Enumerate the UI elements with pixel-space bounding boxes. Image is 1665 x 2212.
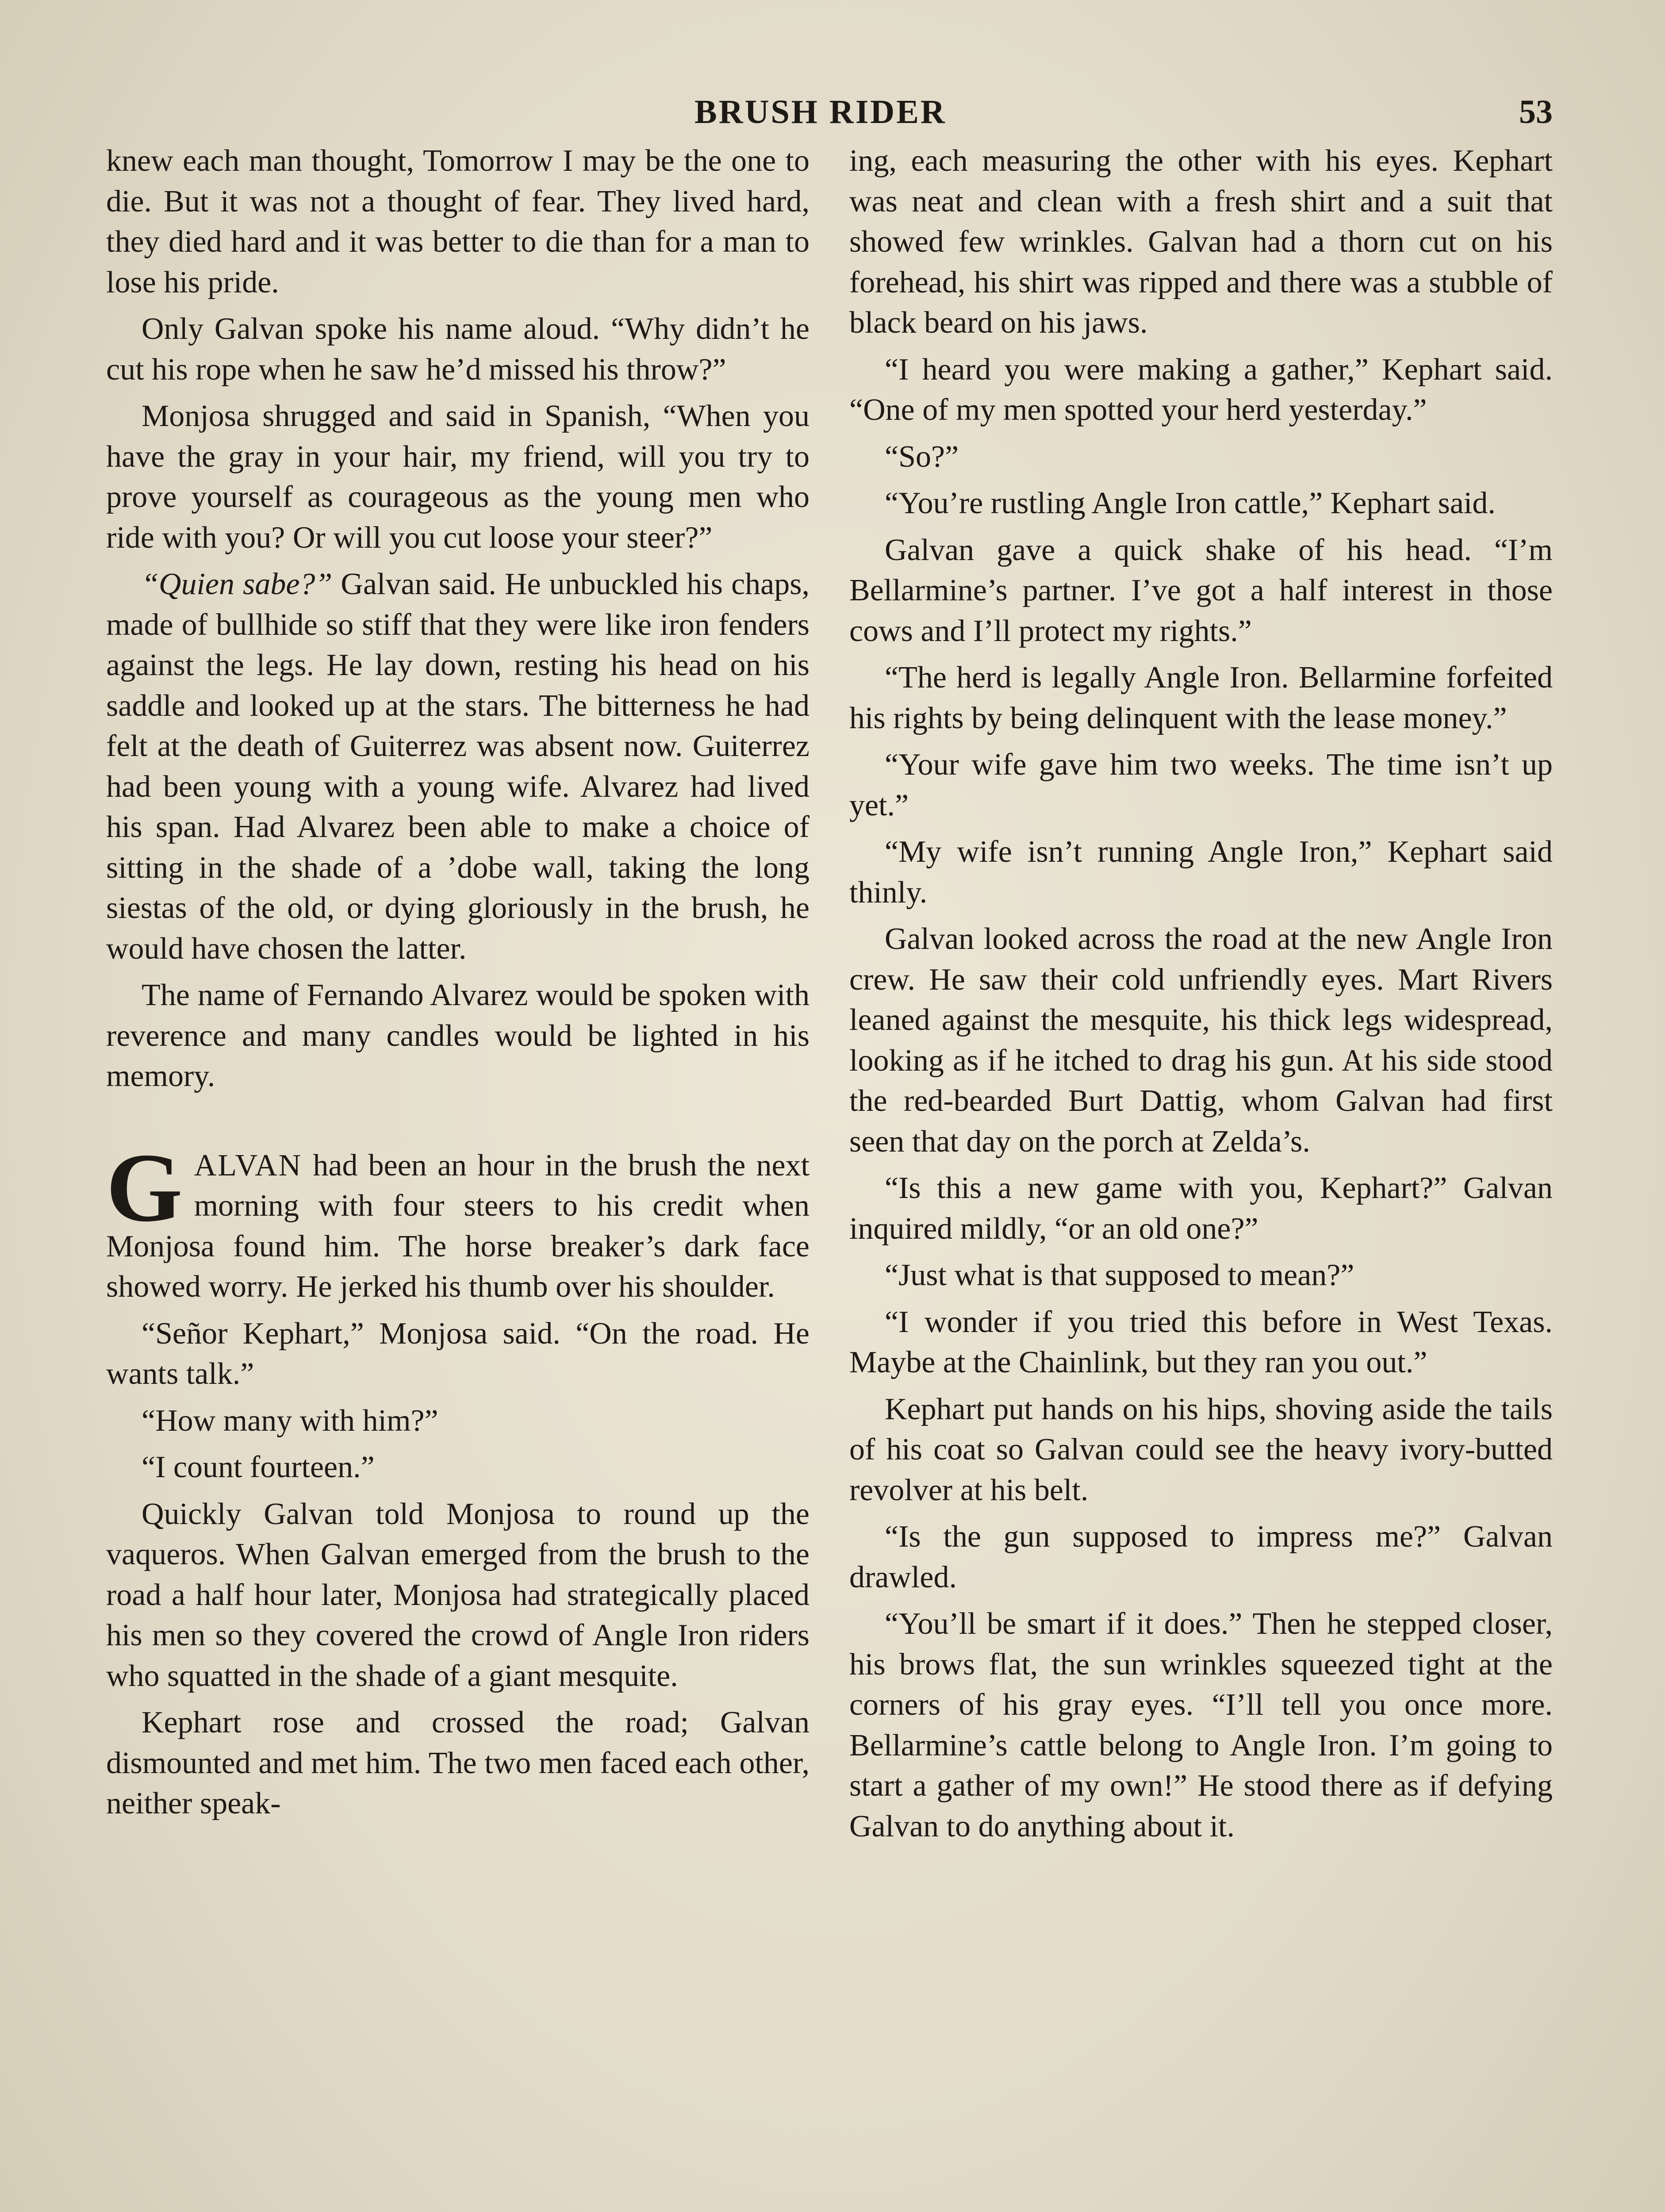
paragraph: “I count fourteen.” <box>142 1450 375 1484</box>
paragraph: knew each man thought, Tomorrow I may be the one to die. But it was not a thought of fear. They lived hard, they died hard and it was better to die than for a man to lose his pride. <box>106 144 809 300</box>
italic-phrase: “Quien sabe?” <box>142 567 333 601</box>
paragraph: Quickly Galvan told Monjosa to round up the vaqueros. When Galvan emerged from the brush to the road a half hour later, Monjosa had strategically placed his men so they covered the crowd of Angle Iron riders who squatted in the shade of a giant mesquite. <box>106 1497 809 1693</box>
drop-cap: G <box>106 1133 183 1242</box>
paragraph: “The herd is legally Angle Iron. Bellarmine forfeited his rights by being delinquent with the lease money.” <box>849 661 1553 735</box>
paragraph: Monjosa shrugged and said in Spanish, “When you have the gray in your hair, my friend, will you try to prove yourself as courageous as the young men who ride with you? Or will you cut loose your steer?” <box>106 399 809 555</box>
paragraph-text: Galvan said. He unbuckled his chaps, made of bullhide so stiff that they were like iron fenders against the legs. He lay down, resting his head on his saddle and looked up at the stars. The bitterness he had felt at the death of Guiterrez was absent now. Guiterrez had been young with a young wife. Alvarez had lived his span. Had Alvarez been able to make a choice of sitting in the shade of a ’dobe wall, taking the long siestas of the old, or dying gloriously in the brush, he would have chosen the latter. <box>106 567 809 966</box>
right-column <box>849 141 1553 2212</box>
paragraph: “How many with him?” <box>142 1403 438 1438</box>
paragraph-text: had been an hour in the brush the next morning with four steers to his credit when Monjosa found him. The horse breaker’s dark face showed worry. He jerked his thumb over his shoulder. <box>106 1148 809 1304</box>
paragraph: “Is this a new game with you, Kephart?” Galvan inquired mildly, “or an old one?” <box>849 1171 1553 1246</box>
running-head: BRUSH RIDER <box>694 93 947 131</box>
paragraph: ing, each measuring the other with his eyes. Kephart was neat and clean with a fresh shirt and a suit that showed few wrinkles. Galvan had a thorn cut on his forehead, his shirt was ripped and there was a stubble of black beard on his jaws. <box>849 144 1553 340</box>
paragraph: “I heard you were making a gather,” Kephart said. “One of my men spotted your herd yesterday.” <box>849 352 1553 427</box>
paragraph: “I wonder if you tried this before in West Texas. Maybe at the Chainlink, but they ran you out.” <box>849 1305 1553 1379</box>
paragraph: “Señor Kephart,” Monjosa said. “On the road. He wants talk.” <box>106 1316 809 1391</box>
paragraph: Only Galvan spoke his name aloud. “Why didn’t he cut his rope when he saw he’d missed his throw?” <box>106 312 809 387</box>
paragraph: “Just what is that supposed to mean?” <box>885 1258 1354 1292</box>
paragraph: “You’re rustling Angle Iron cattle,” Kephart said. <box>885 486 1496 520</box>
paragraph: “Your wife gave him two weeks. The time isn’t up yet.” <box>849 748 1553 822</box>
paragraph: “Is the gun supposed to impress me?” Galvan drawled. <box>849 1520 1553 1594</box>
section-opening-paragraph <box>106 1133 809 1307</box>
page-number: 53 <box>1519 93 1553 131</box>
page-header <box>106 93 1553 142</box>
left-column <box>106 141 809 2212</box>
small-caps-lead: ALVAN <box>194 1148 303 1183</box>
paragraph: Galvan gave a quick shake of his head. “I’m Bellarmine’s partner. I’ve got a half interest in those cows and I’ll protect my rights.” <box>849 533 1553 648</box>
text-columns <box>106 141 1553 2212</box>
paragraph: “My wife isn’t running Angle Iron,” Kephart said thinly. <box>849 835 1553 910</box>
paragraph: “You’ll be smart if it does.” Then he stepped closer, his brows flat, the sun wrinkles squeezed tight at the corners of his gray eyes. “I’ll tell you once more. Bellarmine’s cattle belong to Angle Iron. I’m going to start a gather of my own!” He stood there as if defying Galvan to do anything about it. <box>849 1607 1553 1843</box>
paragraph: Galvan looked across the road at the new Angle Iron crew. He saw their cold unfriendly eyes. Mart Rivers leaned against the mesquite, his thick legs widespread, looking as if he itched to drag his gun. At his side stood the red-bearded Burt Dattig, whom Galvan had first seen that day on the porch at Zelda’s. <box>849 922 1553 1159</box>
paragraph: The name of Fernando Alvarez would be spoken with reverence and many candles would be lighted in his memory. <box>106 978 809 1093</box>
paragraph: Kephart rose and crossed the road; Galvan dismounted and met him. The two men faced each other, neither speak- <box>106 1705 809 1820</box>
paragraph: “So?” <box>885 439 959 474</box>
paragraph: Kephart put hands on his hips, shoving aside the tails of his coat so Galvan could see the heavy ivory-butted revolver at his belt. <box>849 1392 1553 1507</box>
paragraph <box>106 564 809 969</box>
